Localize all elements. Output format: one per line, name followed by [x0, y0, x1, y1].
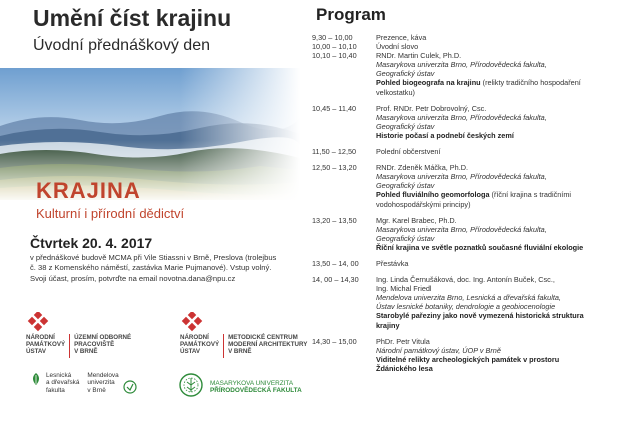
program-line: RNDr. Zdeněk Máčka, Ph.D. [376, 163, 469, 173]
npu-name [180, 334, 219, 356]
program-line: Národní památkový ústav, ÚOP v Brně [376, 345, 501, 355]
program-time: 14, 00 – 14,30 [312, 275, 359, 285]
program-time: 13,50 – 14, 00 [312, 258, 359, 268]
logo-line: Lesnická [46, 372, 72, 379]
logo-divider [223, 334, 224, 358]
talk-title: Říční krajina ve světle poznatků současné fluviální ekologie [376, 242, 584, 252]
talk-title: Ždánického lesa [376, 363, 433, 373]
poster-left-column [0, 0, 308, 422]
program-line: Ing. Michal Friedl [376, 284, 432, 294]
logo-line: METODICKÉ CENTRUM [228, 334, 298, 341]
logo-line: NÁRODNÍ [180, 334, 209, 341]
program-line [376, 311, 630, 320]
program-time: 12,50 – 13,20 [312, 163, 357, 173]
logo-line: NÁRODNÍ [26, 334, 55, 341]
program-line: RNDr. Martin Culek, Ph.D. [376, 51, 462, 61]
venue-line: v přednáškové budově MCMA při Vile Stiassni v Brně, Preslova (trolejbus [30, 253, 277, 262]
mendel-symbol-icon [123, 380, 137, 394]
program-time: 9,30 – 10,00 [312, 33, 353, 42]
program-line: velkostatku) [376, 87, 415, 97]
talk-title: Viditelné relikty archeologických památek v prostoru [376, 354, 560, 364]
program-line: Ing. Linda Černušáková, doc. Ing. Antonín Buček, Csc., [376, 275, 555, 285]
program-line: Úvodní slovo [376, 42, 419, 52]
program-line [376, 364, 630, 373]
program-line: Masarykova univerzita Brno, Přírodovědecká fakulta, [376, 60, 547, 70]
program-line [376, 190, 630, 199]
program-line: Masarykova univerzita Brno, Přírodovědecká fakulta, [376, 112, 547, 122]
npu-mcma-logo [180, 312, 208, 332]
program-schedule [312, 33, 630, 373]
program-line: Přestávka [376, 258, 409, 268]
program-detail [376, 275, 630, 330]
program-item [312, 259, 630, 268]
logo-line: ÚSTAV [26, 348, 47, 356]
muni-science-logo [178, 372, 302, 398]
program-item [312, 51, 630, 96]
logo-line: ÚSTAV [180, 348, 201, 356]
logo-line: PŘÍRODOVĚDECKÁ FAKULTA [210, 387, 302, 395]
muni-sci-emblem-icon [178, 372, 204, 398]
talk-subtitle: (říční krajina s tradičními [489, 190, 572, 200]
program-item [312, 163, 630, 208]
program-line: Geografický ústav [376, 181, 435, 191]
mendel-leaf-icon [30, 372, 42, 386]
program-line [376, 131, 630, 140]
talk-title: Historie počasí a podnebí českých zemí [376, 130, 514, 140]
program-line [376, 355, 630, 364]
program-detail [376, 33, 630, 42]
program-detail [376, 216, 630, 252]
talk-subtitle: (relikty tradičního hospodaření [480, 78, 581, 88]
venue-line: č. 38 z Komenského náměstí, zastávka Marie Pujmanové). Vstup volný. [30, 263, 272, 273]
program-line: Geografický ústav [376, 233, 435, 243]
muni-text [210, 380, 302, 395]
program-line: Geografický ústav [376, 121, 435, 131]
program-item [312, 216, 630, 252]
program-line: Geografický ústav [376, 69, 435, 79]
program-detail [376, 104, 630, 140]
logo-line: fakulta [46, 386, 65, 394]
program-line: Prof. RNDr. Petr Dobrovolný, Csc. [376, 103, 487, 113]
venue-line: Svoji účast, prosím, potvrďte na email novotna.dana@npu.cz [30, 273, 236, 283]
logo-line: a dřevařská [46, 379, 80, 387]
program-detail [376, 259, 630, 268]
program-item [312, 275, 630, 330]
program-line [376, 243, 630, 252]
program-line [376, 321, 630, 330]
logo-divider [69, 334, 70, 358]
program-detail [376, 337, 630, 373]
logo-line: V BRNĚ [74, 348, 98, 356]
program-item [312, 42, 630, 51]
logo-line: PAMÁTKOVÝ [180, 341, 220, 349]
program-detail [376, 42, 630, 51]
logo-line: PAMÁTKOVÝ [26, 341, 66, 349]
talk-title: Pohled biogeografa na krajinu [376, 78, 481, 88]
program-line: PhDr. Petr Vitula [376, 336, 430, 346]
program-item [312, 33, 630, 42]
talk-title: Starobylé pařeziny jako nově vymezená historická struktura [376, 311, 584, 321]
mendel-university-logo [30, 372, 137, 394]
logo-line: ÚZEMNÍ ODBORNÉ [74, 334, 132, 341]
npu-unit [74, 334, 131, 356]
talk-title: krajiny [376, 320, 400, 330]
program-column [312, 0, 633, 422]
program-detail [376, 51, 630, 96]
program-item [312, 337, 630, 373]
mendel-faculty [46, 372, 79, 394]
program-line: Polední občerstvení [376, 147, 441, 157]
logo-line: PRACOVIŠTĚ [74, 341, 115, 349]
logo-line: MASARYKOVA UNIVERZITA [210, 380, 294, 387]
poster-title: Umění číst krajinu [33, 5, 232, 31]
logo-line: V BRNĚ [228, 348, 252, 356]
banner-tagline: Kulturní i přírodní dědictví [36, 206, 185, 221]
npu-uop-logo-text [26, 334, 131, 358]
program-time: 11,50 – 12,50 [312, 147, 357, 157]
program-line: Prezence, káva [376, 33, 427, 42]
npu-uop-logo [26, 312, 54, 332]
logo-line: MODERNÍ ARCHITEKTURY [228, 341, 308, 349]
npu-emblem-icon [26, 312, 50, 332]
event-venue [30, 253, 298, 284]
poster-subtitle: Úvodní přednáškový den [33, 37, 210, 54]
logo-line: Mendelova [87, 372, 119, 379]
logo-line: univerzita [87, 379, 115, 387]
event-date: Čtvrtek 20. 4. 2017 [30, 235, 153, 251]
program-line: Ústav lesnické botaniky, dendrologie a geobiocenologie [376, 302, 556, 312]
logo-line: v Brně [87, 386, 106, 394]
program-time: 14,30 – 15,00 [312, 336, 357, 346]
program-line: Mgr. Karel Brabec, Ph.D. [376, 215, 457, 225]
program-time: 10,10 – 10,40 [312, 51, 357, 61]
banner-brand: KRAJINA [36, 178, 141, 203]
mendel-university [87, 372, 118, 394]
program-time: 10,00 – 10,10 [312, 42, 357, 52]
npu-mcma-logo-text [180, 334, 307, 358]
program-line: Mendelova univerzita Brno, Lesnická a dřevařská fakulta, [376, 293, 561, 303]
program-line: Masarykova univerzita Brno, Přírodovědecká fakulta, [376, 172, 547, 182]
npu-emblem-icon [180, 312, 204, 332]
program-time: 13,20 – 13,50 [312, 215, 357, 225]
program-detail [376, 163, 630, 208]
program-line: vodohospodářskými principy) [376, 199, 471, 209]
program-item [312, 147, 630, 156]
npu-name [26, 334, 65, 356]
program-item [312, 104, 630, 140]
program-title: Program [316, 5, 386, 24]
program-detail [376, 147, 630, 156]
program-line [376, 78, 630, 87]
talk-title: Pohled fluviálního geomorfologa [376, 190, 490, 200]
program-line: Masarykova univerzita Brno, Přírodovědecká fakulta, [376, 224, 547, 234]
program-time: 10,45 – 11,40 [312, 103, 357, 113]
npu-unit [228, 334, 307, 356]
